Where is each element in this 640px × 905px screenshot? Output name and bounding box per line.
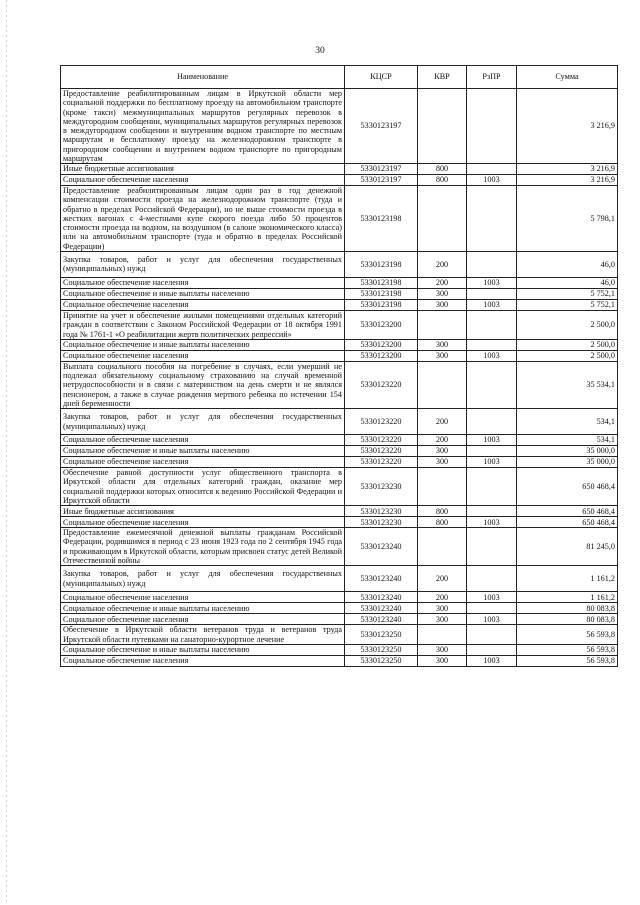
row-name: Социальное обеспечение населения (61, 614, 345, 625)
row-kcsr: 5330123230 (345, 506, 418, 517)
table-row (61, 506, 618, 517)
row-name: Социальное обеспечение населения (61, 175, 345, 186)
table-row (61, 446, 618, 457)
row-sum: 5 752,1 (517, 288, 618, 299)
row-sum: 3 216,9 (517, 164, 618, 175)
table-row (61, 350, 618, 361)
row-kcsr: 5330123230 (345, 517, 418, 528)
row-name: Социальное обеспечение и иные выплаты населению (61, 339, 345, 350)
row-kcsr: 5330123240 (345, 566, 418, 592)
table-row (61, 603, 618, 614)
row-sum: 2 500,0 (517, 350, 618, 361)
row-kcsr: 5330123197 (345, 164, 418, 175)
row-kcsr: 5330123220 (345, 435, 418, 446)
row-kvr (418, 625, 467, 645)
row-name: Социальное обеспечение и иные выплаты населению (61, 644, 345, 655)
row-sum: 5 752,1 (517, 299, 618, 310)
table-row (61, 310, 618, 339)
row-sum: 46,0 (517, 251, 618, 277)
row-sum: 80 083,8 (517, 614, 618, 625)
row-kvr (418, 310, 467, 339)
row-rzpr: 1003 (467, 592, 517, 603)
row-name: Предоставление реабилитированным лицам один раз в год денежной компенсации стоимости проезда на железнодорожном транспорте (туда и обратно в пределах Российской Федерации), но не выше стоимости проезда в жестких вагонах с 4-местными купе скорого поезда либо 50 процентов стоимости проезда на водном, на воздушном (в салоне экономического класса) или на автомобильном транспорте (туда и обратно в пределах Российской Федерации) (61, 186, 345, 252)
row-sum: 46,0 (517, 277, 618, 288)
row-sum: 3 216,9 (517, 175, 618, 186)
row-sum: 650 468,4 (517, 517, 618, 528)
row-sum: 81 245,0 (517, 528, 618, 566)
row-name: Социальное обеспечение населения (61, 350, 345, 361)
row-sum: 35 000,0 (517, 457, 618, 468)
row-name: Обеспечение в Иркутской области ветеранов труда и ветеранов труда Иркутской области путевками на санаторно-курортное лечение (61, 625, 345, 645)
row-kvr (418, 89, 467, 164)
row-rzpr (467, 409, 517, 435)
row-rzpr (467, 251, 517, 277)
row-kvr: 300 (418, 457, 467, 468)
table-row (61, 89, 618, 164)
row-name: Предоставление ежемесячной денежной выплаты гражданам Российской Федерации, родившимся в период с 23 июня 1923 года по 2 сентября 1945 года и проживающим в Иркутской области, которым присвоен статус детей Великой Отечественной войны (61, 528, 345, 566)
row-kcsr: 5330123220 (345, 409, 418, 435)
row-name: Социальное обеспечение населения (61, 457, 345, 468)
row-kvr: 300 (418, 350, 467, 361)
row-kvr: 800 (418, 164, 467, 175)
table-row (61, 644, 618, 655)
row-kvr (418, 361, 467, 408)
row-kcsr: 5330123220 (345, 361, 418, 408)
row-kcsr: 5330123240 (345, 603, 418, 614)
row-kvr: 200 (418, 592, 467, 603)
row-kcsr: 5330123230 (345, 468, 418, 506)
row-name: Социальное обеспечение и иные выплаты населению (61, 288, 345, 299)
row-kvr: 300 (418, 644, 467, 655)
row-sum: 650 468,4 (517, 506, 618, 517)
page-number: 30 (315, 46, 325, 56)
row-name: Закупка товаров, работ и услуг для обеспечения государственных (муниципальных) нужд (61, 409, 345, 435)
column-header-kcsr: КЦСР (345, 66, 418, 89)
row-kvr: 300 (418, 288, 467, 299)
row-sum: 1 161,2 (517, 592, 618, 603)
table-row (61, 655, 618, 666)
row-sum: 534,1 (517, 435, 618, 446)
row-name: Закупка товаров, работ и услуг для обеспечения государственных (муниципальных) нужд (61, 251, 345, 277)
row-kcsr: 5330123220 (345, 457, 418, 468)
row-rzpr (467, 339, 517, 350)
row-kcsr: 5330123198 (345, 186, 418, 252)
row-rzpr: 1003 (467, 655, 517, 666)
row-kcsr: 5330123200 (345, 339, 418, 350)
row-kcsr: 5330123198 (345, 251, 418, 277)
row-kcsr: 5330123220 (345, 446, 418, 457)
row-kvr: 300 (418, 655, 467, 666)
row-rzpr: 1003 (467, 457, 517, 468)
row-rzpr (467, 644, 517, 655)
row-rzpr (467, 310, 517, 339)
row-rzpr (467, 89, 517, 164)
row-kvr (418, 468, 467, 506)
row-sum: 35 000,0 (517, 446, 618, 457)
row-sum: 35 534,1 (517, 361, 618, 408)
row-sum: 1 161,2 (517, 566, 618, 592)
column-header-name: Наименование (61, 66, 345, 89)
row-rzpr: 1003 (467, 435, 517, 446)
row-name: Иные бюджетные ассигнования (61, 164, 345, 175)
row-sum: 5 798,1 (517, 186, 618, 252)
row-kcsr: 5330123240 (345, 592, 418, 603)
row-kcsr: 5330123250 (345, 644, 418, 655)
row-rzpr (467, 528, 517, 566)
row-rzpr (467, 566, 517, 592)
row-rzpr: 1003 (467, 350, 517, 361)
row-sum: 56 593,8 (517, 625, 618, 645)
row-rzpr: 1003 (467, 614, 517, 625)
row-kvr: 200 (418, 277, 467, 288)
row-kcsr: 5330123197 (345, 89, 418, 164)
row-name: Принятие на учет и обеспечение жилыми помещениями отдельных категорий граждан в соответствии с Законом Российской Федерации от 18 октября 1991 года № 1761-1 «О реабилитации жертв политических репрессий» (61, 310, 345, 339)
row-kvr (418, 186, 467, 252)
row-kvr: 800 (418, 506, 467, 517)
table-row (61, 277, 618, 288)
row-kcsr: 5330123198 (345, 288, 418, 299)
row-name: Социальное обеспечение населения (61, 277, 345, 288)
table-row (61, 592, 618, 603)
row-kcsr: 5330123240 (345, 614, 418, 625)
table-row (61, 175, 618, 186)
row-rzpr: 1003 (467, 299, 517, 310)
row-sum: 534,1 (517, 409, 618, 435)
row-name: Социальное обеспечение населения (61, 592, 345, 603)
scan-edge (6, 0, 7, 905)
column-header-kvr: КВР (418, 66, 467, 89)
row-rzpr: 1003 (467, 517, 517, 528)
row-kvr (418, 528, 467, 566)
row-sum: 56 593,8 (517, 644, 618, 655)
column-header-rzpr: РзПР (467, 66, 517, 89)
table-row (61, 517, 618, 528)
row-kcsr: 5330123250 (345, 655, 418, 666)
table-row (61, 251, 618, 277)
row-kvr: 300 (418, 299, 467, 310)
table-row (61, 614, 618, 625)
row-sum: 3 216,9 (517, 89, 618, 164)
row-kcsr: 5330123200 (345, 310, 418, 339)
row-rzpr (467, 288, 517, 299)
row-rzpr (467, 361, 517, 408)
row-rzpr (467, 446, 517, 457)
row-kcsr: 5330123198 (345, 299, 418, 310)
column-header-sum: Сумма (517, 66, 618, 89)
row-kvr: 200 (418, 409, 467, 435)
row-name: Иные бюджетные ассигнования (61, 506, 345, 517)
row-rzpr (467, 506, 517, 517)
table-row (61, 457, 618, 468)
row-name: Социальное обеспечение и иные выплаты населению (61, 446, 345, 457)
table-row (61, 566, 618, 592)
budget-table (60, 65, 618, 667)
row-name: Социальное обеспечение населения (61, 517, 345, 528)
row-kvr: 200 (418, 566, 467, 592)
row-sum: 56 593,8 (517, 655, 618, 666)
row-kcsr: 5330123197 (345, 175, 418, 186)
row-kcsr: 5330123200 (345, 350, 418, 361)
row-rzpr: 1003 (467, 277, 517, 288)
table-row (61, 164, 618, 175)
table-row (61, 528, 618, 566)
row-kvr: 300 (418, 614, 467, 625)
row-name: Обеспечение равной доступности услуг общественного транспорта в Иркутской области для отдельных категорий граждан, оказание мер социальной поддержки которых относится к ведению Российской Федерации и Иркутской области (61, 468, 345, 506)
row-rzpr (467, 603, 517, 614)
row-sum: 650 468,4 (517, 468, 618, 506)
row-sum: 2 500,0 (517, 310, 618, 339)
table-header (61, 66, 618, 89)
table-row (61, 339, 618, 350)
row-rzpr (467, 164, 517, 175)
row-kvr: 300 (418, 339, 467, 350)
row-name: Социальное обеспечение населения (61, 299, 345, 310)
row-name: Выплата социального пособия на погребение в случаях, если умерший не подлежал обязательному социальному страхованию на случай временной нетрудоспособности и в связи с материнством на день смерти и не являлся пенсионером, а также в случае рождения мертвого ребенка по истечении 154 дней беременности (61, 361, 345, 408)
row-kcsr: 5330123250 (345, 625, 418, 645)
row-kcsr: 5330123240 (345, 528, 418, 566)
row-kvr: 800 (418, 175, 467, 186)
row-kvr: 200 (418, 251, 467, 277)
table-row (61, 288, 618, 299)
table-row (61, 409, 618, 435)
row-kvr: 300 (418, 603, 467, 614)
row-sum: 2 500,0 (517, 339, 618, 350)
row-kvr: 300 (418, 446, 467, 457)
table-row (61, 186, 618, 252)
row-rzpr (467, 625, 517, 645)
table-row (61, 468, 618, 506)
row-kcsr: 5330123198 (345, 277, 418, 288)
row-rzpr (467, 468, 517, 506)
row-name: Социальное обеспечение населения (61, 435, 345, 446)
table-row (61, 435, 618, 446)
table-row (61, 625, 618, 645)
row-rzpr: 1003 (467, 175, 517, 186)
row-name: Закупка товаров, работ и услуг для обеспечения государственных (муниципальных) нужд (61, 566, 345, 592)
table-row (61, 299, 618, 310)
table-row (61, 361, 618, 408)
row-name: Социальное обеспечение населения (61, 655, 345, 666)
row-name: Предоставление реабилитированным лицам в Иркутской области мер социальной поддержки по бесплатному проезду на автомобильном транспорте (кроме такси) межмуниципальных маршрутов регулярных перевозок в междугородном сообщении, муниципальных маршрутов регулярных перевозок в междугородном сообщении и внутренним водном транспорте по местным маршрутам и бесплатному проезду на железнодорожном транспорте в пригородном сообщении и внутреннем водном транспорте по пригородным маршрутам (61, 89, 345, 164)
row-kvr: 200 (418, 435, 467, 446)
row-sum: 80 083,8 (517, 603, 618, 614)
row-kvr: 800 (418, 517, 467, 528)
row-name: Социальное обеспечение и иные выплаты населению (61, 603, 345, 614)
row-rzpr (467, 186, 517, 252)
